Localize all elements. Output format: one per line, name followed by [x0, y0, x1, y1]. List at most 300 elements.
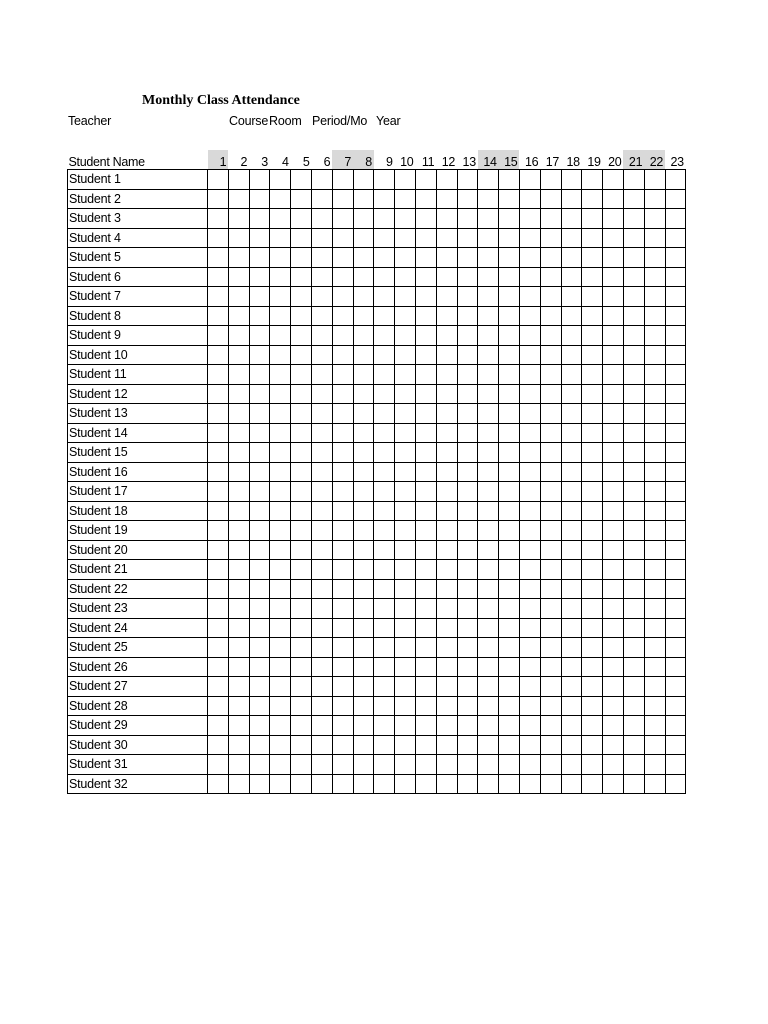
attendance-cell-day-9[interactable]	[374, 228, 395, 248]
attendance-cell-day-11[interactable]	[415, 560, 436, 580]
attendance-cell-day-3[interactable]	[249, 560, 270, 580]
attendance-cell-day-7[interactable]	[332, 599, 353, 619]
attendance-cell-day-4[interactable]	[270, 443, 291, 463]
attendance-cell-day-18[interactable]	[561, 306, 582, 326]
attendance-cell-day-19[interactable]	[582, 677, 603, 697]
attendance-cell-day-18[interactable]	[561, 618, 582, 638]
attendance-cell-day-16[interactable]	[519, 248, 540, 268]
attendance-cell-day-18[interactable]	[561, 735, 582, 755]
attendance-cell-day-2[interactable]	[228, 521, 249, 541]
attendance-cell-day-19[interactable]	[582, 326, 603, 346]
attendance-cell-day-11[interactable]	[415, 638, 436, 658]
attendance-cell-day-21[interactable]	[623, 248, 644, 268]
attendance-cell-day-18[interactable]	[561, 345, 582, 365]
attendance-cell-day-23[interactable]	[665, 326, 686, 346]
attendance-cell-day-14[interactable]	[478, 345, 499, 365]
attendance-cell-day-8[interactable]	[353, 345, 374, 365]
attendance-cell-day-4[interactable]	[270, 677, 291, 697]
attendance-cell-day-9[interactable]	[374, 404, 395, 424]
attendance-cell-day-3[interactable]	[249, 638, 270, 658]
attendance-cell-day-14[interactable]	[478, 579, 499, 599]
attendance-cell-day-3[interactable]	[249, 677, 270, 697]
attendance-cell-day-3[interactable]	[249, 306, 270, 326]
attendance-cell-day-19[interactable]	[582, 657, 603, 677]
attendance-cell-day-5[interactable]	[291, 755, 312, 775]
attendance-cell-day-10[interactable]	[395, 404, 416, 424]
attendance-cell-day-6[interactable]	[311, 657, 332, 677]
attendance-cell-day-13[interactable]	[457, 306, 478, 326]
attendance-cell-day-5[interactable]	[291, 365, 312, 385]
attendance-cell-day-16[interactable]	[519, 287, 540, 307]
attendance-cell-day-1[interactable]	[208, 521, 229, 541]
attendance-cell-day-7[interactable]	[332, 384, 353, 404]
attendance-cell-day-4[interactable]	[270, 618, 291, 638]
attendance-cell-day-7[interactable]	[332, 326, 353, 346]
attendance-cell-day-1[interactable]	[208, 365, 229, 385]
attendance-cell-day-9[interactable]	[374, 560, 395, 580]
attendance-cell-day-14[interactable]	[478, 326, 499, 346]
attendance-cell-day-11[interactable]	[415, 755, 436, 775]
attendance-cell-day-5[interactable]	[291, 423, 312, 443]
attendance-cell-day-20[interactable]	[603, 365, 624, 385]
attendance-cell-day-4[interactable]	[270, 521, 291, 541]
attendance-cell-day-17[interactable]	[540, 384, 561, 404]
attendance-cell-day-4[interactable]	[270, 599, 291, 619]
attendance-cell-day-8[interactable]	[353, 618, 374, 638]
attendance-cell-day-20[interactable]	[603, 618, 624, 638]
attendance-cell-day-21[interactable]	[623, 657, 644, 677]
attendance-cell-day-17[interactable]	[540, 579, 561, 599]
attendance-cell-day-23[interactable]	[665, 638, 686, 658]
attendance-cell-day-19[interactable]	[582, 248, 603, 268]
attendance-cell-day-22[interactable]	[644, 267, 665, 287]
attendance-cell-day-1[interactable]	[208, 443, 229, 463]
attendance-cell-day-3[interactable]	[249, 579, 270, 599]
attendance-cell-day-20[interactable]	[603, 423, 624, 443]
attendance-cell-day-8[interactable]	[353, 657, 374, 677]
attendance-cell-day-19[interactable]	[582, 560, 603, 580]
attendance-cell-day-14[interactable]	[478, 774, 499, 794]
attendance-cell-day-5[interactable]	[291, 501, 312, 521]
attendance-cell-day-7[interactable]	[332, 696, 353, 716]
attendance-cell-day-2[interactable]	[228, 677, 249, 697]
attendance-cell-day-9[interactable]	[374, 521, 395, 541]
attendance-cell-day-1[interactable]	[208, 384, 229, 404]
attendance-cell-day-19[interactable]	[582, 735, 603, 755]
attendance-cell-day-8[interactable]	[353, 521, 374, 541]
attendance-cell-day-13[interactable]	[457, 248, 478, 268]
attendance-cell-day-15[interactable]	[499, 365, 520, 385]
attendance-cell-day-6[interactable]	[311, 365, 332, 385]
attendance-cell-day-6[interactable]	[311, 306, 332, 326]
attendance-cell-day-21[interactable]	[623, 501, 644, 521]
attendance-cell-day-16[interactable]	[519, 618, 540, 638]
attendance-cell-day-21[interactable]	[623, 716, 644, 736]
attendance-cell-day-13[interactable]	[457, 755, 478, 775]
attendance-cell-day-18[interactable]	[561, 462, 582, 482]
attendance-cell-day-16[interactable]	[519, 521, 540, 541]
attendance-cell-day-22[interactable]	[644, 638, 665, 658]
attendance-cell-day-5[interactable]	[291, 638, 312, 658]
attendance-cell-day-22[interactable]	[644, 579, 665, 599]
attendance-cell-day-16[interactable]	[519, 365, 540, 385]
attendance-cell-day-23[interactable]	[665, 287, 686, 307]
attendance-cell-day-19[interactable]	[582, 618, 603, 638]
attendance-cell-day-11[interactable]	[415, 540, 436, 560]
attendance-cell-day-1[interactable]	[208, 599, 229, 619]
attendance-cell-day-1[interactable]	[208, 248, 229, 268]
attendance-cell-day-22[interactable]	[644, 774, 665, 794]
attendance-cell-day-21[interactable]	[623, 443, 644, 463]
attendance-cell-day-2[interactable]	[228, 443, 249, 463]
attendance-cell-day-6[interactable]	[311, 774, 332, 794]
attendance-cell-day-15[interactable]	[499, 462, 520, 482]
attendance-cell-day-15[interactable]	[499, 579, 520, 599]
attendance-cell-day-21[interactable]	[623, 482, 644, 502]
attendance-cell-day-5[interactable]	[291, 306, 312, 326]
attendance-cell-day-21[interactable]	[623, 755, 644, 775]
attendance-cell-day-21[interactable]	[623, 306, 644, 326]
attendance-cell-day-4[interactable]	[270, 345, 291, 365]
attendance-cell-day-7[interactable]	[332, 618, 353, 638]
attendance-cell-day-23[interactable]	[665, 248, 686, 268]
attendance-cell-day-9[interactable]	[374, 443, 395, 463]
attendance-cell-day-23[interactable]	[665, 774, 686, 794]
attendance-cell-day-16[interactable]	[519, 326, 540, 346]
attendance-cell-day-23[interactable]	[665, 306, 686, 326]
attendance-cell-day-2[interactable]	[228, 384, 249, 404]
attendance-cell-day-15[interactable]	[499, 228, 520, 248]
attendance-cell-day-12[interactable]	[436, 774, 457, 794]
attendance-cell-day-19[interactable]	[582, 423, 603, 443]
attendance-cell-day-8[interactable]	[353, 423, 374, 443]
attendance-cell-day-3[interactable]	[249, 618, 270, 638]
attendance-cell-day-23[interactable]	[665, 540, 686, 560]
attendance-cell-day-2[interactable]	[228, 735, 249, 755]
attendance-cell-day-17[interactable]	[540, 228, 561, 248]
attendance-cell-day-5[interactable]	[291, 579, 312, 599]
attendance-cell-day-1[interactable]	[208, 404, 229, 424]
attendance-cell-day-23[interactable]	[665, 579, 686, 599]
attendance-cell-day-5[interactable]	[291, 482, 312, 502]
attendance-cell-day-8[interactable]	[353, 306, 374, 326]
attendance-cell-day-14[interactable]	[478, 248, 499, 268]
attendance-cell-day-23[interactable]	[665, 345, 686, 365]
attendance-cell-day-21[interactable]	[623, 326, 644, 346]
attendance-cell-day-20[interactable]	[603, 482, 624, 502]
attendance-cell-day-8[interactable]	[353, 560, 374, 580]
attendance-cell-day-12[interactable]	[436, 540, 457, 560]
attendance-cell-day-1[interactable]	[208, 306, 229, 326]
attendance-cell-day-8[interactable]	[353, 209, 374, 229]
attendance-cell-day-9[interactable]	[374, 326, 395, 346]
attendance-cell-day-22[interactable]	[644, 384, 665, 404]
attendance-cell-day-16[interactable]	[519, 560, 540, 580]
attendance-cell-day-8[interactable]	[353, 482, 374, 502]
attendance-cell-day-15[interactable]	[499, 404, 520, 424]
attendance-cell-day-17[interactable]	[540, 755, 561, 775]
attendance-cell-day-6[interactable]	[311, 521, 332, 541]
attendance-cell-day-23[interactable]	[665, 755, 686, 775]
attendance-cell-day-9[interactable]	[374, 501, 395, 521]
attendance-cell-day-23[interactable]	[665, 560, 686, 580]
attendance-cell-day-14[interactable]	[478, 384, 499, 404]
attendance-cell-day-23[interactable]	[665, 462, 686, 482]
attendance-cell-day-13[interactable]	[457, 404, 478, 424]
attendance-cell-day-17[interactable]	[540, 306, 561, 326]
attendance-cell-day-6[interactable]	[311, 638, 332, 658]
attendance-cell-day-2[interactable]	[228, 248, 249, 268]
attendance-cell-day-11[interactable]	[415, 326, 436, 346]
attendance-cell-day-9[interactable]	[374, 306, 395, 326]
attendance-cell-day-20[interactable]	[603, 755, 624, 775]
attendance-cell-day-19[interactable]	[582, 404, 603, 424]
attendance-cell-day-4[interactable]	[270, 189, 291, 209]
attendance-cell-day-19[interactable]	[582, 189, 603, 209]
attendance-cell-day-14[interactable]	[478, 638, 499, 658]
attendance-cell-day-3[interactable]	[249, 228, 270, 248]
attendance-cell-day-17[interactable]	[540, 482, 561, 502]
attendance-cell-day-14[interactable]	[478, 287, 499, 307]
attendance-cell-day-23[interactable]	[665, 735, 686, 755]
attendance-cell-day-2[interactable]	[228, 189, 249, 209]
attendance-cell-day-15[interactable]	[499, 306, 520, 326]
attendance-cell-day-20[interactable]	[603, 696, 624, 716]
attendance-cell-day-21[interactable]	[623, 384, 644, 404]
attendance-cell-day-7[interactable]	[332, 462, 353, 482]
attendance-cell-day-15[interactable]	[499, 423, 520, 443]
attendance-cell-day-10[interactable]	[395, 696, 416, 716]
attendance-cell-day-18[interactable]	[561, 287, 582, 307]
attendance-cell-day-12[interactable]	[436, 677, 457, 697]
attendance-cell-day-21[interactable]	[623, 267, 644, 287]
attendance-cell-day-21[interactable]	[623, 599, 644, 619]
attendance-cell-day-16[interactable]	[519, 228, 540, 248]
attendance-cell-day-3[interactable]	[249, 423, 270, 443]
attendance-cell-day-23[interactable]	[665, 618, 686, 638]
attendance-cell-day-4[interactable]	[270, 306, 291, 326]
attendance-cell-day-20[interactable]	[603, 521, 624, 541]
attendance-cell-day-17[interactable]	[540, 189, 561, 209]
attendance-cell-day-22[interactable]	[644, 560, 665, 580]
attendance-cell-day-12[interactable]	[436, 716, 457, 736]
attendance-cell-day-15[interactable]	[499, 599, 520, 619]
attendance-cell-day-16[interactable]	[519, 267, 540, 287]
attendance-cell-day-17[interactable]	[540, 365, 561, 385]
attendance-cell-day-2[interactable]	[228, 774, 249, 794]
attendance-cell-day-19[interactable]	[582, 209, 603, 229]
attendance-cell-day-2[interactable]	[228, 696, 249, 716]
attendance-cell-day-22[interactable]	[644, 716, 665, 736]
attendance-cell-day-11[interactable]	[415, 170, 436, 190]
attendance-cell-day-13[interactable]	[457, 657, 478, 677]
attendance-cell-day-17[interactable]	[540, 774, 561, 794]
attendance-cell-day-19[interactable]	[582, 540, 603, 560]
attendance-cell-day-12[interactable]	[436, 755, 457, 775]
attendance-cell-day-14[interactable]	[478, 482, 499, 502]
attendance-cell-day-14[interactable]	[478, 540, 499, 560]
attendance-cell-day-18[interactable]	[561, 443, 582, 463]
attendance-cell-day-20[interactable]	[603, 170, 624, 190]
attendance-cell-day-7[interactable]	[332, 560, 353, 580]
attendance-cell-day-21[interactable]	[623, 638, 644, 658]
attendance-cell-day-22[interactable]	[644, 170, 665, 190]
attendance-cell-day-7[interactable]	[332, 365, 353, 385]
attendance-cell-day-23[interactable]	[665, 267, 686, 287]
attendance-cell-day-22[interactable]	[644, 306, 665, 326]
attendance-cell-day-15[interactable]	[499, 189, 520, 209]
attendance-cell-day-23[interactable]	[665, 423, 686, 443]
attendance-cell-day-9[interactable]	[374, 696, 395, 716]
attendance-cell-day-2[interactable]	[228, 287, 249, 307]
attendance-cell-day-6[interactable]	[311, 540, 332, 560]
attendance-cell-day-23[interactable]	[665, 384, 686, 404]
attendance-cell-day-17[interactable]	[540, 170, 561, 190]
attendance-cell-day-14[interactable]	[478, 267, 499, 287]
attendance-cell-day-1[interactable]	[208, 677, 229, 697]
attendance-cell-day-1[interactable]	[208, 774, 229, 794]
attendance-cell-day-12[interactable]	[436, 696, 457, 716]
attendance-cell-day-15[interactable]	[499, 735, 520, 755]
attendance-cell-day-21[interactable]	[623, 209, 644, 229]
attendance-cell-day-7[interactable]	[332, 501, 353, 521]
attendance-cell-day-4[interactable]	[270, 774, 291, 794]
attendance-cell-day-5[interactable]	[291, 774, 312, 794]
attendance-cell-day-13[interactable]	[457, 696, 478, 716]
attendance-cell-day-18[interactable]	[561, 189, 582, 209]
attendance-cell-day-7[interactable]	[332, 404, 353, 424]
attendance-cell-day-8[interactable]	[353, 677, 374, 697]
attendance-cell-day-11[interactable]	[415, 618, 436, 638]
attendance-cell-day-5[interactable]	[291, 677, 312, 697]
attendance-cell-day-17[interactable]	[540, 501, 561, 521]
attendance-cell-day-18[interactable]	[561, 267, 582, 287]
attendance-cell-day-9[interactable]	[374, 462, 395, 482]
attendance-cell-day-21[interactable]	[623, 774, 644, 794]
attendance-cell-day-9[interactable]	[374, 345, 395, 365]
attendance-cell-day-21[interactable]	[623, 287, 644, 307]
attendance-cell-day-21[interactable]	[623, 365, 644, 385]
attendance-cell-day-5[interactable]	[291, 189, 312, 209]
attendance-cell-day-6[interactable]	[311, 677, 332, 697]
attendance-cell-day-16[interactable]	[519, 540, 540, 560]
attendance-cell-day-11[interactable]	[415, 404, 436, 424]
attendance-cell-day-10[interactable]	[395, 618, 416, 638]
attendance-cell-day-18[interactable]	[561, 326, 582, 346]
attendance-cell-day-17[interactable]	[540, 423, 561, 443]
attendance-cell-day-11[interactable]	[415, 189, 436, 209]
attendance-cell-day-18[interactable]	[561, 170, 582, 190]
attendance-cell-day-19[interactable]	[582, 599, 603, 619]
attendance-cell-day-15[interactable]	[499, 638, 520, 658]
attendance-cell-day-17[interactable]	[540, 599, 561, 619]
attendance-cell-day-9[interactable]	[374, 618, 395, 638]
attendance-cell-day-11[interactable]	[415, 228, 436, 248]
attendance-cell-day-1[interactable]	[208, 618, 229, 638]
attendance-cell-day-18[interactable]	[561, 384, 582, 404]
attendance-cell-day-2[interactable]	[228, 326, 249, 346]
attendance-cell-day-3[interactable]	[249, 735, 270, 755]
attendance-cell-day-23[interactable]	[665, 404, 686, 424]
attendance-cell-day-4[interactable]	[270, 482, 291, 502]
attendance-cell-day-10[interactable]	[395, 423, 416, 443]
attendance-cell-day-6[interactable]	[311, 189, 332, 209]
attendance-cell-day-9[interactable]	[374, 716, 395, 736]
attendance-cell-day-9[interactable]	[374, 755, 395, 775]
attendance-cell-day-9[interactable]	[374, 384, 395, 404]
attendance-cell-day-7[interactable]	[332, 287, 353, 307]
attendance-cell-day-19[interactable]	[582, 462, 603, 482]
attendance-cell-day-17[interactable]	[540, 657, 561, 677]
attendance-cell-day-4[interactable]	[270, 267, 291, 287]
attendance-cell-day-4[interactable]	[270, 326, 291, 346]
attendance-cell-day-18[interactable]	[561, 248, 582, 268]
attendance-cell-day-22[interactable]	[644, 365, 665, 385]
attendance-cell-day-2[interactable]	[228, 365, 249, 385]
attendance-cell-day-3[interactable]	[249, 365, 270, 385]
attendance-cell-day-17[interactable]	[540, 462, 561, 482]
attendance-cell-day-13[interactable]	[457, 384, 478, 404]
attendance-cell-day-10[interactable]	[395, 560, 416, 580]
attendance-cell-day-10[interactable]	[395, 170, 416, 190]
attendance-cell-day-16[interactable]	[519, 599, 540, 619]
attendance-cell-day-22[interactable]	[644, 657, 665, 677]
attendance-cell-day-14[interactable]	[478, 735, 499, 755]
attendance-cell-day-15[interactable]	[499, 501, 520, 521]
attendance-cell-day-20[interactable]	[603, 774, 624, 794]
attendance-cell-day-2[interactable]	[228, 306, 249, 326]
attendance-cell-day-7[interactable]	[332, 638, 353, 658]
attendance-cell-day-11[interactable]	[415, 579, 436, 599]
attendance-cell-day-20[interactable]	[603, 716, 624, 736]
attendance-cell-day-21[interactable]	[623, 735, 644, 755]
attendance-cell-day-15[interactable]	[499, 755, 520, 775]
attendance-cell-day-10[interactable]	[395, 189, 416, 209]
attendance-cell-day-20[interactable]	[603, 345, 624, 365]
attendance-cell-day-3[interactable]	[249, 716, 270, 736]
attendance-cell-day-3[interactable]	[249, 209, 270, 229]
attendance-cell-day-20[interactable]	[603, 560, 624, 580]
attendance-cell-day-9[interactable]	[374, 677, 395, 697]
attendance-cell-day-4[interactable]	[270, 501, 291, 521]
attendance-cell-day-3[interactable]	[249, 267, 270, 287]
attendance-cell-day-12[interactable]	[436, 384, 457, 404]
attendance-cell-day-8[interactable]	[353, 248, 374, 268]
attendance-cell-day-22[interactable]	[644, 345, 665, 365]
attendance-cell-day-15[interactable]	[499, 287, 520, 307]
attendance-cell-day-2[interactable]	[228, 482, 249, 502]
attendance-cell-day-11[interactable]	[415, 677, 436, 697]
attendance-cell-day-13[interactable]	[457, 521, 478, 541]
attendance-cell-day-1[interactable]	[208, 228, 229, 248]
attendance-cell-day-1[interactable]	[208, 735, 229, 755]
attendance-cell-day-4[interactable]	[270, 657, 291, 677]
attendance-cell-day-12[interactable]	[436, 306, 457, 326]
attendance-cell-day-16[interactable]	[519, 638, 540, 658]
attendance-cell-day-21[interactable]	[623, 228, 644, 248]
attendance-cell-day-13[interactable]	[457, 677, 478, 697]
attendance-cell-day-12[interactable]	[436, 248, 457, 268]
attendance-cell-day-20[interactable]	[603, 735, 624, 755]
attendance-cell-day-15[interactable]	[499, 482, 520, 502]
attendance-cell-day-18[interactable]	[561, 521, 582, 541]
attendance-cell-day-10[interactable]	[395, 267, 416, 287]
attendance-cell-day-23[interactable]	[665, 189, 686, 209]
attendance-cell-day-7[interactable]	[332, 209, 353, 229]
attendance-cell-day-6[interactable]	[311, 560, 332, 580]
attendance-cell-day-4[interactable]	[270, 638, 291, 658]
attendance-cell-day-8[interactable]	[353, 501, 374, 521]
